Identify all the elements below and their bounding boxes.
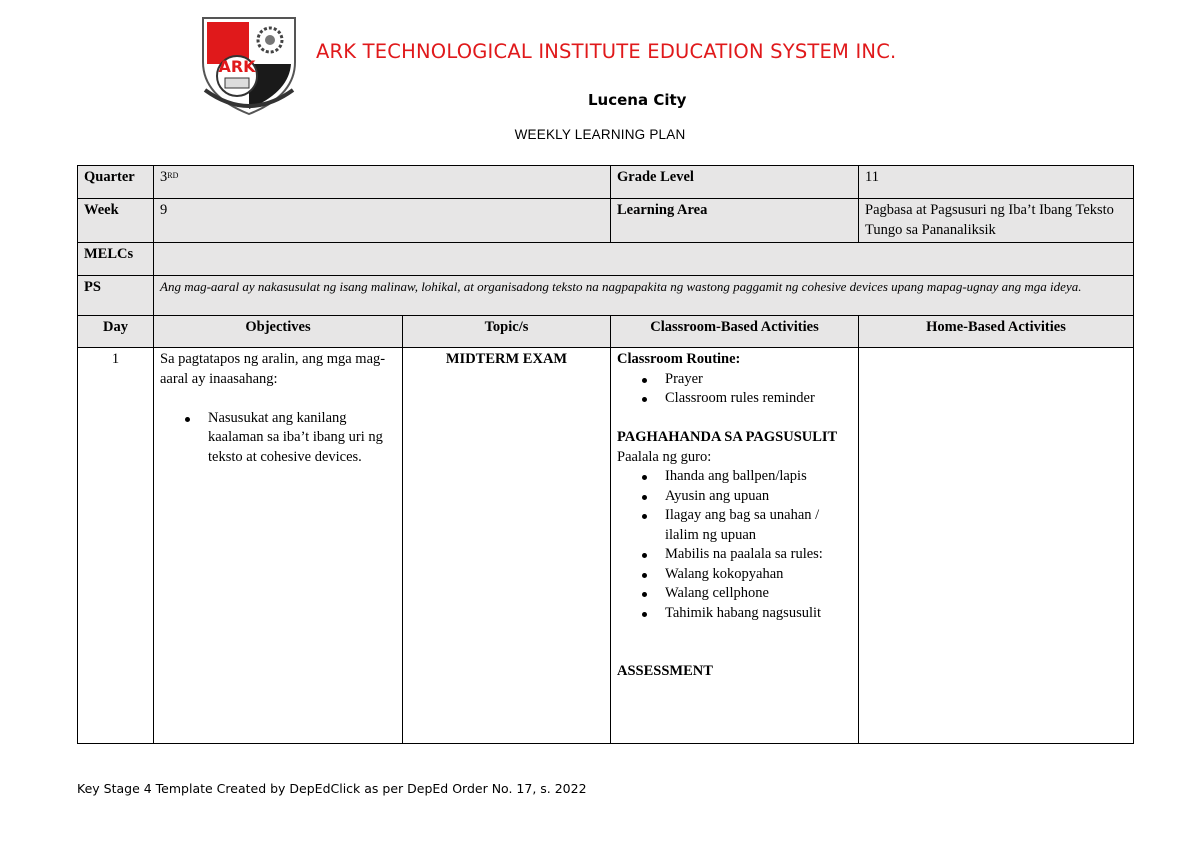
table-row (78, 348, 1134, 744)
melcs-row (78, 243, 1134, 276)
column-header-day: Day (78, 316, 154, 348)
objectives-cell (154, 348, 403, 744)
column-header-objectives: Objectives (154, 316, 403, 348)
logo-text: ARK (218, 57, 256, 76)
prep-intro: Paalala ng guro: (617, 448, 712, 465)
week-label: Week (78, 199, 154, 243)
quarter-value (154, 166, 611, 199)
objective-list (160, 409, 396, 468)
list-item: Classroom rules reminder (665, 389, 852, 409)
prep-title: PAGHAHANDA SA PAGSUSULIT (617, 429, 838, 445)
school-logo (197, 10, 301, 118)
topic-value: MIDTERM EXAM (403, 348, 611, 744)
day-value: 1 (78, 348, 154, 744)
quarter-row (78, 166, 1134, 199)
list-item: Prayer (665, 370, 852, 390)
grade-level-value: 11 (859, 166, 1134, 199)
routine-title: Classroom Routine: (617, 351, 741, 367)
assessment-title: ASSESSMENT (617, 663, 713, 679)
city-name: Lucena City (588, 91, 687, 109)
routine-list (617, 370, 852, 409)
melcs-label: MELCs (78, 243, 154, 276)
quarter-number: 3 (160, 169, 168, 185)
melcs-value (154, 243, 1134, 276)
week-row (78, 199, 1134, 243)
list-item: Ihanda ang ballpen/lapis (665, 467, 852, 487)
quarter-suffix: RD (167, 171, 179, 180)
column-header-row (78, 316, 1134, 348)
learning-plan-table (77, 165, 1134, 744)
list-item: Ayusin ang upuan (665, 487, 852, 507)
footer-note: Key Stage 4 Template Created by DepEdClick as per DepEd Order No. 17, s. 2022 (77, 781, 587, 796)
grade-level-label: Grade Level (611, 166, 859, 199)
ps-label: PS (78, 276, 154, 316)
quarter-label: Quarter (78, 166, 154, 199)
city-clip (560, 91, 760, 109)
column-header-classroom: Classroom-Based Activities (611, 316, 859, 348)
list-item: Walang cellphone (665, 584, 852, 604)
ps-row (78, 276, 1134, 316)
list-item: Tahimik habang nagsusulit (665, 604, 852, 624)
prep-list (617, 467, 852, 623)
plan-title: WEEKLY LEARNING PLAN (514, 127, 686, 142)
week-value: 9 (154, 199, 611, 243)
list-item: Mabilis na paalala sa rules: (665, 545, 852, 565)
home-activities-cell (859, 348, 1134, 744)
learning-area-value: Pagbasa at Pagsusuri ng Iba’t Ibang Teksto Tungo sa Pananaliksik (859, 199, 1134, 243)
list-item: Ilagay ang bag sa unahan / ilalim ng upuan (665, 506, 852, 545)
column-header-topics: Topic/s (403, 316, 611, 348)
ps-value: Ang mag-aaral ay nakasusulat ng isang malinaw, lohikal, at organisadong teksto na nagpapakita ng wastong paggamit ng cohesive devices upang mapag-ugnay ang mga ideya. (154, 276, 1134, 316)
classroom-activities-cell (611, 348, 859, 744)
learning-area-label: Learning Area (611, 199, 859, 243)
list-item: Nasusukat ang kanilang kaalaman sa iba’t ibang uri ng teksto at cohesive devices. (208, 409, 396, 468)
organization-name: ARK TECHNOLOGICAL INSTITUTE EDUCATION SYSTEM INC. (316, 40, 897, 63)
column-header-home: Home-Based Activities (859, 316, 1134, 348)
objective-intro: Sa pagtatapos ng aralin, ang mga mag-aaral ay inaasahang: (160, 351, 386, 387)
list-item: Walang kokopyahan (665, 565, 852, 585)
